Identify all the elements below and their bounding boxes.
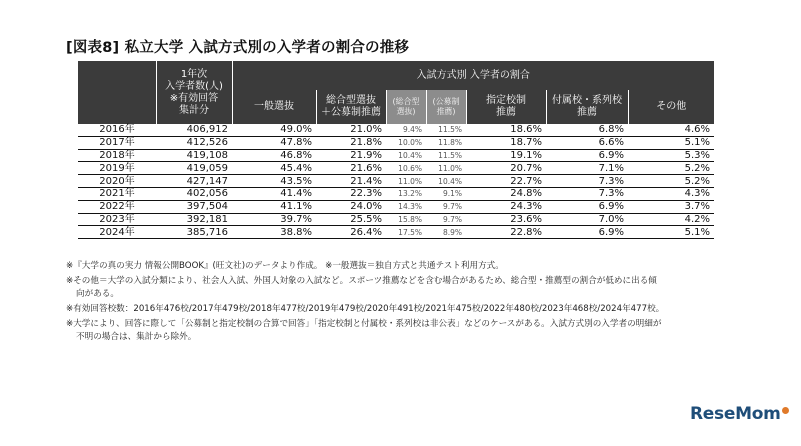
cell-ippan: 39.7% (232, 213, 316, 226)
cell-count: 402,056 (156, 187, 232, 200)
resemom-logo: ReseMom (690, 404, 789, 424)
cell-sogo: 10.6% (386, 162, 426, 175)
figure-title: [図表8] 私立大学 入試方式別の入学者の割合の推移 (66, 40, 410, 56)
cell-other: 4.6% (628, 124, 714, 136)
cell-year: 2020年 (78, 175, 156, 188)
cell-kobo: 11.8% (426, 136, 466, 149)
logo-dot-icon (782, 407, 789, 414)
cell-other: 5.3% (628, 149, 714, 162)
cell-kobo: 11.5% (426, 124, 466, 136)
cell-fuzoku: 6.9% (546, 149, 628, 162)
note-valid-counts: ※有効回答校数：2016年476校/2017年479校/2018年477校/2019年479校/2020年491校/2021年475校/2022年480校/2023年468校/2024年477校。 (66, 304, 665, 314)
cell-shitei: 20.7% (466, 162, 546, 175)
cell-count: 412,526 (156, 136, 232, 149)
header-year (78, 61, 156, 124)
cell-fuzoku: 6.8% (546, 124, 628, 136)
cell-ippan: 41.4% (232, 187, 316, 200)
cell-year: 2017年 (78, 136, 156, 149)
cell-fuzoku: 6.9% (546, 226, 628, 239)
cell-kobo: 11.0% (426, 162, 466, 175)
cell-ippan: 41.1% (232, 200, 316, 213)
cell-sogo-kobo: 25.5% (316, 213, 386, 226)
cell-shitei: 18.7% (466, 136, 546, 149)
header-sogo-kobo: 総合型選抜 ＋公募制推薦 (316, 90, 386, 124)
cell-sogo-kobo: 22.3% (316, 187, 386, 200)
cell-sogo-kobo: 24.0% (316, 200, 386, 213)
cell-count: 427,147 (156, 175, 232, 188)
cell-ippan: 47.8% (232, 136, 316, 149)
cell-sogo: 15.8% (386, 213, 426, 226)
cell-ippan: 43.5% (232, 175, 316, 188)
cell-year: 2023年 (78, 213, 156, 226)
note-other-def-cont: 向がある。 (76, 289, 119, 299)
cell-count: 419,059 (156, 162, 232, 175)
header-ippan: 一般選抜 (232, 90, 316, 124)
table-row (78, 200, 714, 213)
cell-sogo-kobo: 21.6% (316, 162, 386, 175)
cell-ippan: 46.8% (232, 149, 316, 162)
cell-shitei: 24.3% (466, 200, 546, 213)
cell-sogo: 17.5% (386, 226, 426, 239)
table-row (78, 162, 714, 175)
cell-sogo: 10.4% (386, 149, 426, 162)
cell-fuzoku: 7.3% (546, 175, 628, 188)
cell-ippan: 49.0% (232, 124, 316, 136)
header-other: その他 (628, 90, 714, 124)
cell-sogo: 9.4% (386, 124, 426, 136)
cell-shitei: 19.1% (466, 149, 546, 162)
cell-shitei: 23.6% (466, 213, 546, 226)
cell-sogo: 13.2% (386, 187, 426, 200)
note-exclusion: ※大学により、回答に際して「公募制と指定校制の合算で回答」「指定校制と付属校・系列校は非公表」などのケースがある。入試方式別の入学者の明細が (66, 319, 662, 329)
cell-ippan: 45.4% (232, 162, 316, 175)
cell-year: 2019年 (78, 162, 156, 175)
admission-ratio-table (78, 61, 714, 239)
cell-sogo-kobo: 21.4% (316, 175, 386, 188)
cell-count: 397,504 (156, 200, 232, 213)
cell-shitei: 22.7% (466, 175, 546, 188)
cell-other: 5.2% (628, 162, 714, 175)
cell-other: 4.3% (628, 187, 714, 200)
header-group: 入試方式別 入学者の割合 (232, 61, 714, 90)
header-shitei: 指定校制 推薦 (466, 90, 546, 124)
header-count: 1年次 入学者数(人) ※有効回答 集計分 (156, 61, 232, 124)
cell-sogo: 11.0% (386, 175, 426, 188)
cell-other: 5.1% (628, 226, 714, 239)
cell-kobo: 9.7% (426, 213, 466, 226)
cell-count: 419,108 (156, 149, 232, 162)
cell-other: 5.2% (628, 175, 714, 188)
cell-count: 385,716 (156, 226, 232, 239)
cell-count: 406,912 (156, 124, 232, 136)
table-row (78, 124, 714, 136)
table-row (78, 175, 714, 188)
cell-year: 2016年 (78, 124, 156, 136)
cell-shitei: 24.8% (466, 187, 546, 200)
cell-kobo: 8.9% (426, 226, 466, 239)
cell-fuzoku: 6.9% (546, 200, 628, 213)
cell-sogo-kobo: 21.0% (316, 124, 386, 136)
cell-fuzoku: 6.6% (546, 136, 628, 149)
cell-other: 5.1% (628, 136, 714, 149)
cell-kobo: 9.7% (426, 200, 466, 213)
table-row (78, 187, 714, 200)
note-exclusion-cont: 不明の場合は、集計から除外。 (76, 332, 197, 342)
cell-shitei: 18.6% (466, 124, 546, 136)
table-row (78, 136, 714, 149)
cell-kobo: 10.4% (426, 175, 466, 188)
cell-sogo-kobo: 21.9% (316, 149, 386, 162)
cell-sogo: 14.3% (386, 200, 426, 213)
cell-sogo: 10.0% (386, 136, 426, 149)
cell-sogo-kobo: 21.8% (316, 136, 386, 149)
cell-year: 2022年 (78, 200, 156, 213)
note-source: ※『大学の真の実力 情報公開BOOK』(旺文社)のデータより作成。 ※一般選抜＝独自方式と共通テスト利用方式。 (66, 261, 504, 271)
table-row (78, 226, 714, 239)
cell-kobo: 9.1% (426, 187, 466, 200)
cell-year: 2024年 (78, 226, 156, 239)
header-sogo: (総合型 選抜) (386, 90, 426, 124)
header-fuzoku: 付属校・系列校 推薦 (546, 90, 628, 124)
cell-shitei: 22.8% (466, 226, 546, 239)
table-row (78, 213, 714, 226)
table-row (78, 149, 714, 162)
cell-year: 2021年 (78, 187, 156, 200)
cell-other: 4.2% (628, 213, 714, 226)
cell-year: 2018年 (78, 149, 156, 162)
header-kobo: (公募制 推薦) (426, 90, 466, 124)
cell-ippan: 38.8% (232, 226, 316, 239)
cell-fuzoku: 7.3% (546, 187, 628, 200)
cell-fuzoku: 7.1% (546, 162, 628, 175)
note-other-def: ※その他＝大学の入試分類により、社会人入試、外国人対象の入試など。スポーツ推薦などを含む場合があるため、総合型・推薦型の割合が低めに出る傾 (66, 276, 657, 286)
cell-other: 3.7% (628, 200, 714, 213)
cell-fuzoku: 7.0% (546, 213, 628, 226)
cell-count: 392,181 (156, 213, 232, 226)
cell-kobo: 11.5% (426, 149, 466, 162)
cell-sogo-kobo: 26.4% (316, 226, 386, 239)
